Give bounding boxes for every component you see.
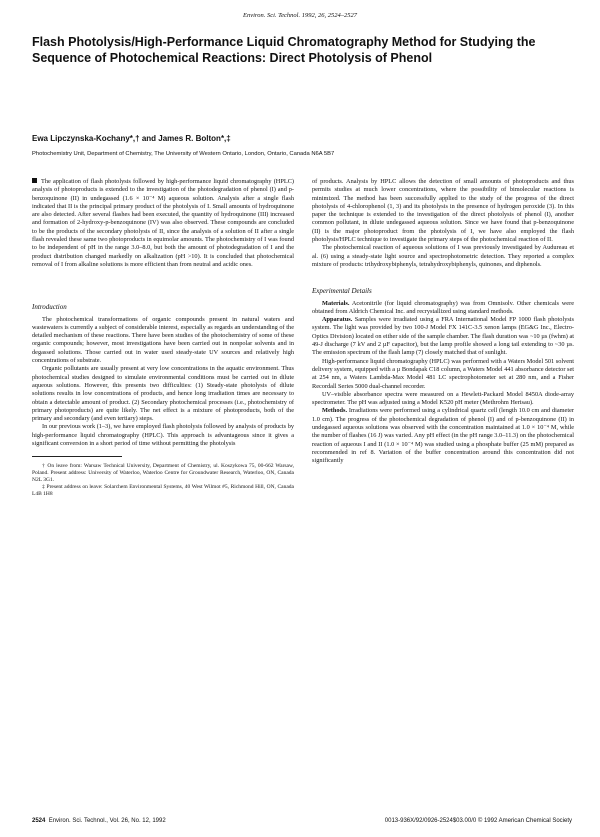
methods-text: Irradiations were performed using a cylindrical quartz cell (length 10.0 cm and diameter 1.0 cm). The progress of the photochemical degradation of phenol (I) and of p-benzoquinone (II) in undegassed aqueous solutions was observed with the concentration maintained at 1.0 × 10⁻⁴ M, while the number of flashes (16 J) was varied. Any pH effect (in the pH range 3.0–11.3) on the photochemical reaction of aqueous I and II (1.0 × 10⁻⁴ M) was studied using a phosphate buffer (25 mM) prepared as recommended in ref 8. Variation of the buffer concentration around this concentration did not significantly (312, 407, 574, 465)
footer-left (32, 818, 166, 824)
footer-journal: Environ. Sci. Technol., Vol. 26, No. 12, 1992 (48, 818, 166, 824)
intro-paragraph: In our previous work (1–3), we have employed flash photolysis followed by analysis of products by high-performance liquid chromatography (HPLC). This approach is advantageous since it gives a significant conversion in a short period of time without permitting the photolysis (32, 423, 294, 448)
abstract-square-icon (32, 178, 37, 183)
intro-paragraph: The photochemical transformations of organic compounds present in natural waters and wastewaters is currently a subject of considerable interest, especially as regards an understanding of the detailed mechanism of these reactions. There have been studies of the photochemistry of some of these organic compounds; however, most investigations have been carried out in nonpolar solvents and in degassed solutions. Those carried out in water used steady-state UV sources and relatively high concentrations of substrate. (32, 315, 294, 365)
footer-copyright: 0013-936X/92/0926-2524$03.00/0 © 1992 American Chemical Society (384, 818, 572, 824)
body-paragraph: of products. Analysis by HPLC allows the detection of small amounts of photoproducts and thus permits studies at much lower concentrations, where the possibility of bimolecular reactions is minimized. The method has been successfully applied to the study of the progress of the direct photolysis of 4-chlorophenol (1, 3) and its photolysis in the presence of hydrogen peroxide (3). In this paper the technique is extended to the investigation of the direct photolysis of phenol (I), another common pollutant, in dilute undegassed aqueous solution. Since we have found that p-benzoquinone (II) is the major photoproduct from the photolysis of I, we have also employed the flash photolysis/HPLC technique to investigate the primary steps of the photochemical reaction of II. (312, 178, 574, 244)
abstract-text: The application of flash photolysis followed by high-performance liquid chromatography (HPLC) analysis of photoproducts is extended to the investigation of the photodegradation of phenol (I) and p-benzoquinone (II) in undegassed (1.6 × 10⁻⁴ M) aqueous solution. Analysis after a single flash indicated that II is the principal primary product of the photolysis of I. Small amounts of hydroquinone are also detected. After several flashes had been executed, the quantity of hydroquinone (III) increased and formation of 2-hydroxy-p-benzoquinone (IV) was also observed. These compounds are concluded to be the products of the secondary photolysis of II, since the analysis of a solution of II after a single flash revealed these same two photoproducts in equimolar amounts. The photochemistry of I was found to be independent of pH in the range 3.0–8.0, but both the amount of photodegradation of I and the product distribution changed markedly on alkalization (pH >10). It is concluded that photochemical removal of I from alkaline solutions is more efficient than from neutral and acidic ones. (32, 178, 294, 268)
page-footer (32, 818, 572, 824)
apparatus-label: Apparatus. (322, 316, 353, 324)
abstract (32, 178, 294, 269)
apparatus-paragraph (312, 316, 574, 357)
intro-heading: Introduction (32, 303, 67, 312)
materials-label: Materials. (322, 299, 350, 307)
materials-text: Acetonitrile (for liquid chromatography) was from Omnisolv. Other chemicals were obtained from Aldrich Chemical Inc. and recrystallized using standard methods. (312, 299, 574, 315)
article-title: Flash Photolysis/High-Performance Liquid Chromatography Method for Studying the Sequence of Photochemical Reactions: Direct Photolysis of Phenol (32, 35, 536, 65)
footnote-2: ‡ Present address on leave: Solarchem Environmental Systems, 40 West Wilmot #5, Richmond Hill, ON, Canada L4B 1H8 (32, 484, 294, 498)
footnote-divider (32, 456, 122, 457)
body-paragraph: The photochemical reaction of aqueous solutions of I was previously investigated by Audureau et al. (6) using a steady-state light source and spectrophotometric detection. They reported a complex mixture of products: trihydroxybiphenyls, tetrahydroxybiphenyls, quinones, and diphenols. (312, 244, 574, 268)
affiliation: Photochemistry Unit, Department of Chemistry, The University of Western Ontario, London, Ontario, Canada N6A 5B7 (32, 151, 335, 157)
hplc-paragraph: High-performance liquid chromatography (HPLC) was performed with a Waters Model 501 solvent delivery system, equipped with a µ Bondapak C18 column, a Waters Model 441 absorbance detector set at 254 nm, a Waters Lambda-Max Model 481 LC spectrophotometer set at 280 nm, and a Fisher Recordall Series 5000 dual-channel recorder. (312, 357, 574, 390)
uv-paragraph: UV–visible absorbance spectra were measured on a Hewlett-Packard Model 8450A diode-array spectrometer. The pH was adjusted using a Model K520 pH meter (Methrohm Herisau). (312, 390, 574, 407)
materials-paragraph (312, 300, 574, 317)
page-number: 2524 (32, 818, 46, 824)
methods-label: Methods. (322, 407, 348, 415)
journal-header: Environ. Sci. Technol. 1992, 26, 2524–2527 (243, 12, 357, 19)
left-column (32, 178, 294, 498)
authors: Ewa Lipczynska-Kochany*,† and James R. Bolton*,‡ (32, 134, 231, 143)
apparatus-text: Samples were irradiated using a FRA International Model FP 1000 flash photolysis system. The light was provided by two 100-J Model FX 141C-3.5 xenon lamps (EG&G Inc., Electro-Optics Division) located on either side of the sample chamber. The flash duration was ~10 µs (fwhm) at 49-J discharge (7 kV and 2 µF capacitor), but the lamp profile showed a long tail extending to ~30 µs. The emission spectrum of the flash lamp (7) closely matched that of sunlight. (312, 316, 574, 357)
intro-paragraph: Organic pollutants are usually present at very low concentrations in the aquatic environment. Thus photochemical studies designed to simulate environmental conditions must be carried out in dilute aqueous solutions. However, this presents two difficulties: (1) Steady-state photolysis of dilute solutions results in low concentrations of products, and hence long irradiation times are necessary to obtain a detectable amount of product. (2) Secondary photochemical processes (i.e., photochemistry of primary photoproducts) are quite likely. The net effect is a mixture of photoproducts, both of the primary and secondary (and even tertiary) steps. (32, 365, 294, 423)
footnote-1: † On leave from: Warsaw Technical University, Department of Chemistry, ul. Koszykowa 75, 00-662 Warsaw, Poland. Present address: University of Waterloo, Waterloo Centre for Groundwater Research, Waterloo, ON, Canada N2L 3G1. (32, 463, 294, 484)
right-column (312, 178, 574, 466)
experimental-heading: Experimental Details (312, 287, 372, 296)
methods-paragraph (312, 407, 574, 465)
